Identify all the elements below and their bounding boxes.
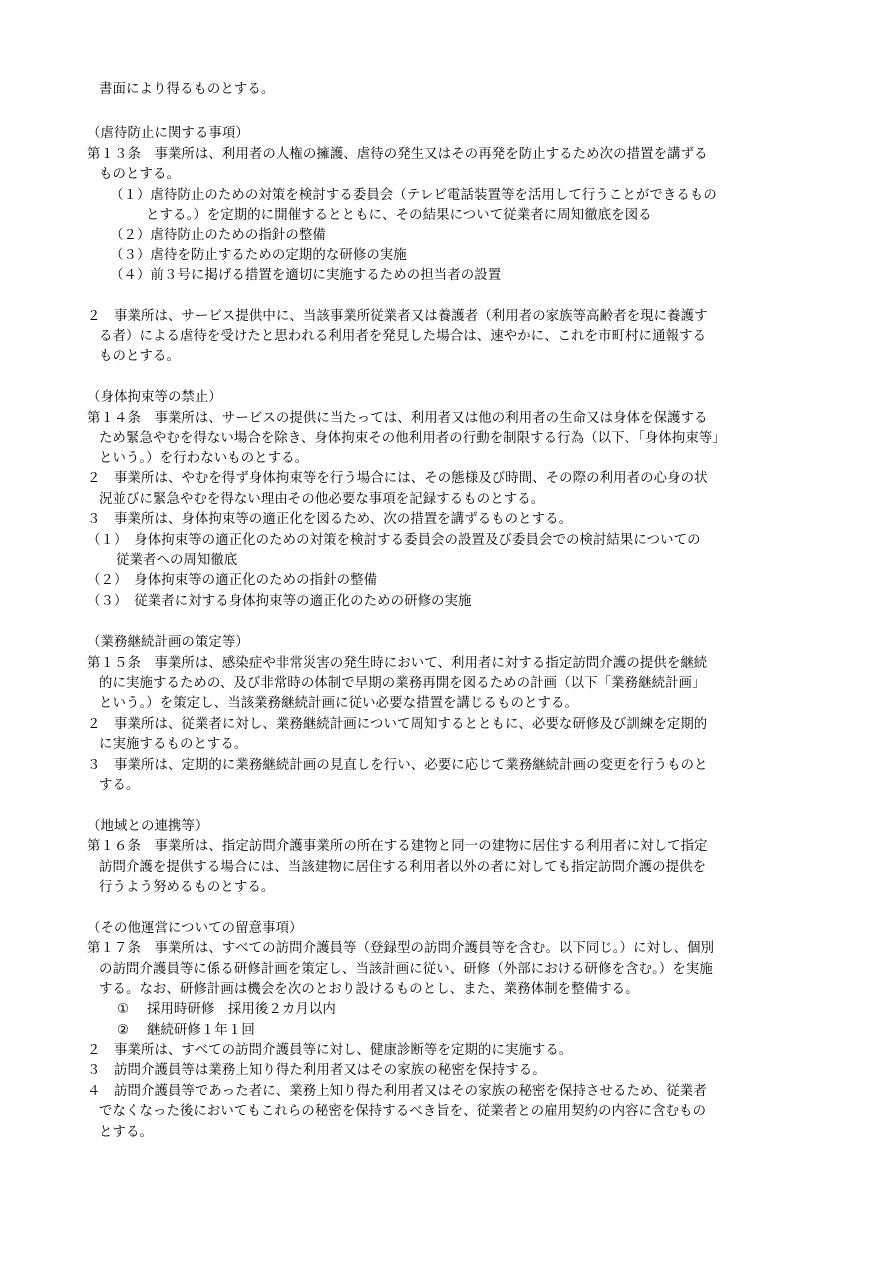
article-13-item-4: （４）前３号に掲げる措置を適切に実施するための担当者の設置 bbox=[110, 268, 502, 283]
article-13-text: 第１３条 事業所は、利用者の人権の擁護、虐待の発生又はその再発を防止するため次の措置を講ずる bbox=[87, 147, 708, 162]
article-13-item-1: とする。）を定期的に開催するとともに、その結果について従業者に周知徹底を図る bbox=[146, 208, 652, 223]
article-16-text: 行うよう努めるものとする。 bbox=[99, 880, 275, 895]
article-13-item-3: （３）虐待を防止するための定期的な研修の実施 bbox=[110, 248, 407, 263]
article-16-text: 訪問介護を提供する場合には、当該建物に居住する利用者以外の者に対しても指定訪問介護の提供を bbox=[99, 860, 707, 875]
article-17-para-2: ２ 事業所は、すべての訪問介護員等に対し、健康診断等を定期的に実施する。 bbox=[87, 1043, 573, 1058]
article-13-para-2: る者）による虐待を受けたと思われる利用者を発見した場合は、速やかに、これを市町村に通報する bbox=[99, 329, 707, 344]
heading-business-continuity: （業務継続計画の策定等） bbox=[87, 635, 249, 650]
article-15-text: 第１５条 事業所は、感染症や非常災害の発生時において、利用者に対する指定訪問介護の提供を継続 bbox=[87, 656, 708, 671]
article-14-item-2: （２） 身体拘束等の適正化のための指針の整備 bbox=[87, 573, 378, 588]
article-17-para-4: でなくなった後においてもこれらの秘密を保持するべき旨を、従業者との雇用契約の内容に含むもの bbox=[99, 1104, 707, 1119]
article-14-para-2: ２ 事業所は、やむを得ず身体拘束等を行う場合には、その態様及び時間、その際の利用者の心身の状 bbox=[87, 471, 708, 486]
article-17-training-2: ② 継続研修１年１回 bbox=[117, 1023, 255, 1038]
article-14-text: ため緊急やむを得ない場合を除き、身体拘束その他利用者の行動を制限する行為（以下､「身体拘束等」 bbox=[99, 431, 726, 446]
article-13-item-2: （２）虐待防止のための指針の整備 bbox=[110, 228, 326, 243]
article-17-text: の訪問介護員等に係る研修計画を策定し、当該計画に従い、研修（外部における研修を含む。）を実施 bbox=[99, 962, 713, 977]
article-14-para-2: 況並びに緊急やむを得ない理由その他必要な事項を記録するものとする。 bbox=[99, 492, 545, 507]
heading-other-operations: （その他運営についての留意事項） bbox=[87, 921, 303, 936]
line-consent-end: 書面により得るものとする。 bbox=[99, 82, 275, 97]
article-15-text: 的に実施するための、及び非常時の体制で早期の業務再開を図るための計画（以下「業務継続計画」 bbox=[99, 676, 706, 691]
article-17-text: 第１７条 事業所は、すべての訪問介護員等（登録型の訪問介護員等を含む。以下同じ。）に対し、個別 bbox=[87, 941, 715, 956]
article-15-para-2: に実施するものとする。 bbox=[99, 737, 248, 752]
article-13-item-1: （１）虐待防止のための対策を検討する委員会（テレビ電話装置等を活用して行うことができるもの bbox=[110, 188, 717, 203]
article-14-item-3: （３） 従業者に対する身体拘束等の適正化のための研修の実施 bbox=[87, 594, 472, 609]
article-13-para-2: ものとする。 bbox=[99, 349, 180, 364]
article-15-para-2: ２ 事業所は、従業者に対し、業務継続計画について周知するとともに、必要な研修及び訓練を定期的 bbox=[87, 717, 708, 732]
article-13-text: ものとする。 bbox=[99, 167, 180, 182]
heading-abuse-prevention: （虐待防止に関する事項） bbox=[87, 126, 249, 141]
article-14-para-3: ３ 事業所は、身体拘束等の適正化を図るため、次の措置を講ずるものとする。 bbox=[87, 512, 573, 527]
heading-regional-cooperation: （地域との連携等） bbox=[87, 819, 209, 834]
article-17-para-3: ３ 訪問介護員等は業務上知り得た利用者又はその家族の秘密を保持する。 bbox=[87, 1063, 546, 1078]
article-16-text: 第１６条 事業所は、指定訪問介護事業所の所在する建物と同一の建物に居住する利用者に対して指定 bbox=[87, 839, 708, 854]
article-13-para-2: ２ 事業所は、サービス提供中に、当該事業所従業者又は養護者（利用者の家族等高齢者を現に養護す bbox=[87, 309, 708, 324]
article-17-training-1: ① 採用時研修 採用後２カ月以内 bbox=[117, 1002, 336, 1017]
article-15-para-3: ３ 事業所は、定期的に業務継続計画の見直しを行い、必要に応じて業務継続計画の変更を行うものと bbox=[87, 758, 708, 773]
article-15-text: という。）を策定し、当該業務継続計画に従い必要な措置を講じるものとする。 bbox=[99, 696, 578, 711]
article-17-para-4: ４ 訪問介護員等であった者に、業務上知り得た利用者又はその家族の秘密を保持させるため、従業者 bbox=[87, 1084, 707, 1099]
article-14-item-1: （１） 身体拘束等の適正化のための対策を検討する委員会の設置及び委員会での検討結果についての bbox=[87, 533, 701, 548]
article-15-para-3: する。 bbox=[99, 778, 140, 793]
heading-restraint-prohibition: （身体拘束等の禁止） bbox=[87, 390, 222, 405]
article-14-text: 第１４条 事業所は、サービスの提供に当たっては、利用者又は他の利用者の生命又は身体を保護する bbox=[87, 411, 708, 426]
article-17-para-4: とする。 bbox=[99, 1125, 153, 1140]
article-14-text: という。）を行わないものとする。 bbox=[99, 451, 309, 466]
article-17-text: する。なお、研修計画は機会を次のとおり設けるものとし、また、業務体制を整備する。 bbox=[99, 982, 639, 997]
article-14-item-1: 従業者への周知徹底 bbox=[116, 553, 238, 568]
